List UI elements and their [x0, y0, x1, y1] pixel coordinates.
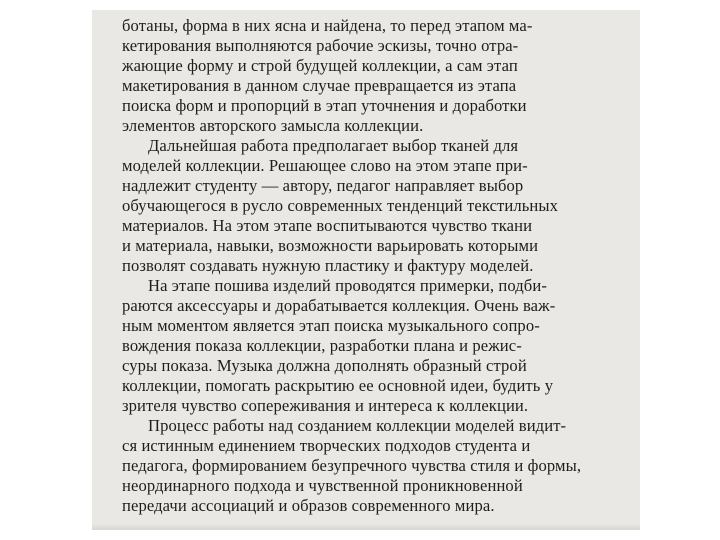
text-line: раются аксессуары и дорабатывается коллекция. Очень важ- [122, 296, 556, 315]
text-line: ным моментом является этап поиска музыкального сопро- [122, 316, 540, 335]
paragraph-first-line: На этапе пошива изделий проводятся примерки, подби- [148, 276, 547, 295]
text-line: жающие форму и строй будущей коллекции, а сам этап [122, 56, 518, 75]
text-line: макетирования в данном случае превращается из этапа [122, 76, 517, 95]
text-line: ся истинным единением творческих подходов студента и [122, 436, 531, 455]
paragraph-first-line: Процесс работы над созданием коллекции моделей видит- [148, 416, 567, 435]
page-text-block [122, 16, 640, 516]
text-line: педагога, формированием безупречного чувства стиля и формы, [122, 456, 582, 475]
text-line: вождения показа коллекции, разработки плана и режис- [122, 336, 522, 355]
text-line: поиска форм и пропорций в этап уточнения и доработки [122, 96, 527, 115]
text-line: моделей коллекции. Решающее слово на этом этапе при- [122, 156, 528, 175]
scanned-page [92, 10, 640, 530]
text-line: позволят создавать нужную пластику и фактуру моделей. [122, 256, 534, 275]
text-line: неординарного подхода и чувственной проникновенной [122, 476, 523, 495]
text-line: материалов. На этом этапе воспитываются чувство ткани [122, 216, 533, 235]
page-bottom-edge [92, 524, 640, 530]
text-line: суры показа. Музыка должна дополнять образный строй [122, 356, 527, 375]
text-line: элементов авторского замысла коллекции. [122, 116, 424, 135]
paragraph-first-line: Дальнейшая работа предполагает выбор тканей для [148, 136, 519, 155]
text-line: кетирования выполняются рабочие эскизы, точно отра- [122, 36, 519, 55]
text-line: обучающегося в русло современных тенденций текстильных [122, 196, 559, 215]
text-line: надлежит студенту — автору, педагог направляет выбор [122, 176, 524, 195]
text-line: передачи ассоциаций и образов современного мира. [122, 496, 495, 515]
text-line: и материала, навыки, возможности варьировать которыми [122, 236, 539, 255]
text-line: зрителя чувство сопереживания и интереса к коллекции. [122, 396, 529, 415]
text-line: коллекции, помогать раскрытию ее основной идеи, будить у [122, 376, 554, 395]
text-line: ботаны, форма в них ясна и найдена, то перед этапом ма- [122, 16, 533, 35]
